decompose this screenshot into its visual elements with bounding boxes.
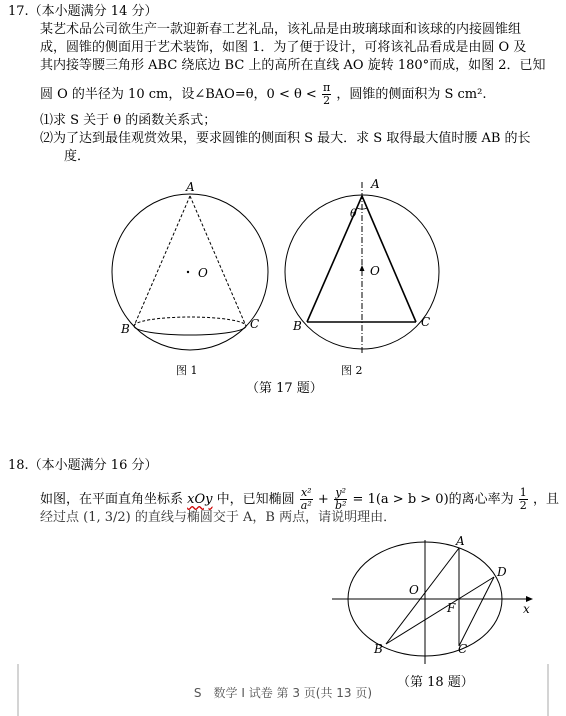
fig2-point-c: C [421, 315, 431, 329]
q17-line1: 某艺术品公司欲生产一款迎新春工艺礼品，该礼品是由玻璃球面和该球的内接圆锥组 [40, 22, 522, 37]
q17-frac-den: 2 [323, 94, 331, 107]
fig1-point-b: B [121, 322, 130, 336]
fig1-base-front [134, 326, 246, 335]
page-footer: S 数学 I 试卷 第 3 页(共 13 页) [193, 686, 373, 700]
fig18-point-d: D [497, 565, 507, 579]
q17-caption: （第 17 题） [246, 381, 323, 396]
q17-sub2b: 度． [64, 149, 91, 164]
q17-sub2a: ⑵为了达到最佳观赏效果，要求圆锥的侧面积 S 最大．求 S 取得最大值时腰 AB 的长 [40, 131, 531, 146]
q18-x-num: x² [300, 486, 312, 499]
q18-ecc-den: 2 [519, 499, 527, 512]
q17-frac-num: π [322, 81, 331, 94]
fig2-side-ac [362, 196, 416, 322]
q18-cut-line: 经过点 (1, 3/2) 的直线与椭圆交于 A，B 两点，请说明理由． [40, 510, 397, 525]
fig2-label: 图 2 [341, 364, 363, 377]
q18-ecc-num: 1 [519, 486, 527, 499]
fig18-point-o: O [409, 583, 419, 597]
fig18-point-c: C [458, 642, 468, 656]
fig18-line-ab [386, 548, 459, 644]
q17-line4-a: 圆 O 的半径为 10 cm，设∠BAO=θ，0 < θ < [40, 87, 317, 102]
q17-header: 17.（本小题满分 14 分） [8, 4, 158, 19]
q18-line1-a: 如图，在平面直角坐标系 [40, 492, 184, 507]
fig1-point-o: O [198, 266, 208, 280]
fig18-axis-x: x [523, 602, 530, 616]
fig1-slant-ac [190, 196, 246, 326]
q17-sub1: ⑴求 S 关于 θ 的函数关系式； [40, 113, 217, 128]
q18-header: 18.（本小题满分 16 分） [8, 458, 158, 473]
q18-line1-b: 中，已知椭圆 [216, 492, 295, 507]
q17-line2: 成，圆锥的侧面用于艺术装饰，如图 1．为了便于设计，可将该礼品看成是由圆 O 及 [40, 40, 527, 55]
fig2-point-a: A [371, 177, 380, 191]
fig2-theta: θ [350, 207, 357, 220]
q18-y-den: b² [334, 499, 347, 512]
q18-plus: + [317, 492, 329, 507]
q18-ecc-fraction [519, 487, 528, 512]
fig1-circle [112, 194, 268, 350]
q18-x-den: a² [300, 499, 312, 512]
fig1-center-dot [187, 271, 189, 273]
fig18-point-b: B [374, 642, 383, 656]
fig18-point-a: A [456, 534, 465, 548]
fig2-axis-arrow [360, 265, 365, 271]
q18-xoy: xOy [187, 492, 213, 507]
fig1-base-back [134, 317, 246, 326]
fig18-point-f: F [447, 601, 456, 615]
q18-cut-line-clip [40, 510, 397, 525]
q17-line3: 其内接等腰三角形 ABC 绕底边 BC 上的高所在直线 AO 旋转 180°而成，如图 2．已知 [40, 58, 546, 73]
fig2-point-o: O [370, 264, 380, 278]
q18-line1-c: ，且 [532, 492, 559, 507]
fig1-point-a: A [186, 180, 195, 194]
fig1-slant-ab [134, 196, 190, 326]
fig2-point-b: B [293, 319, 302, 333]
fig1-point-c: C [250, 317, 260, 331]
q17-line4-b: ，圆锥的侧面积为 S cm². [336, 87, 487, 102]
fig18-line-bd [386, 577, 494, 644]
fig1-label: 图 1 [176, 364, 198, 377]
q18-y-num: y² [335, 486, 346, 499]
q18-ellipse-rhs: = 1(a > b > 0)的离心率为 [352, 492, 514, 507]
q18-caption: （第 18 题） [397, 675, 474, 690]
